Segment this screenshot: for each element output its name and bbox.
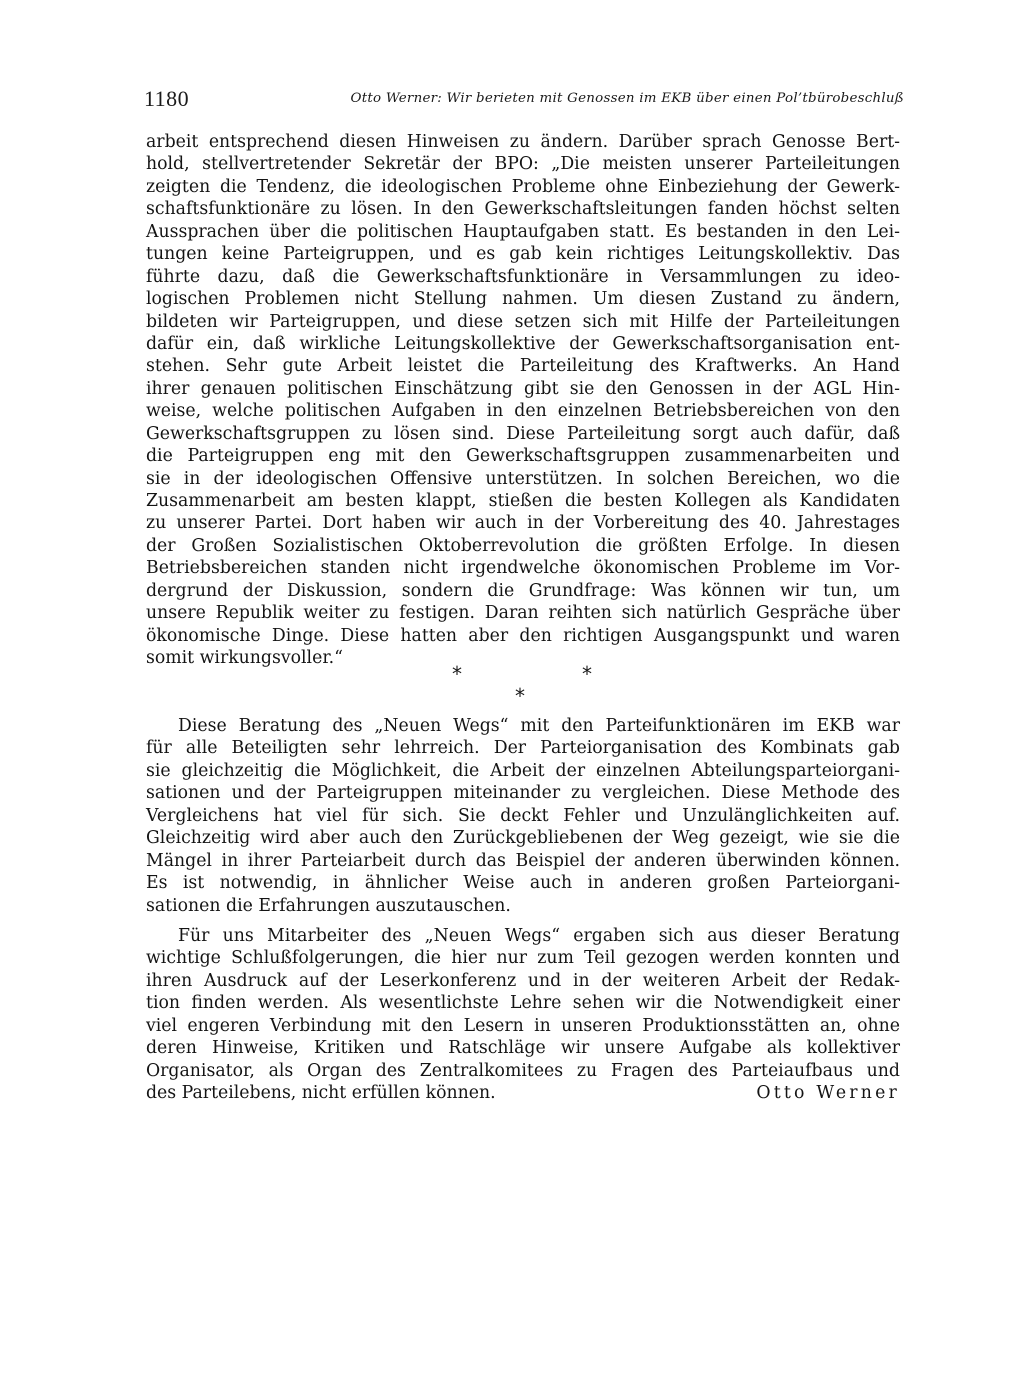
paragraph-2 [146,715,900,917]
text-line: deren Hinweise, Kritiken und Ratschläge wir unsere Aufgabe als kollektiver [146,1038,900,1059]
text-line: Gewerkschaftsgruppen zu lösen sind. Diese Parteileitung sorgt auch dafür, daß [146,423,900,444]
text-line: sie in der ideologischen Offensive unterstützen. In solchen Bereichen, wo die [146,468,900,489]
separator-star: * [515,684,525,708]
text-line: weise, welche politischen Aufgaben in den einzelnen Betriebsbereichen von den [146,401,900,422]
text-line: schaftsfunktionäre zu lösen. In den Gewerkschaftsleitungen fanden höchst selten [146,199,900,220]
text-line: Vergleichens hat viel für sich. Sie deckt Fehler und Unzulänglichkeiten auf. [146,805,900,826]
text-line: bildeten wir Parteigruppen, und diese setzen sich mit Hilfe der Parteileitungen [146,311,900,332]
separator-star: * [452,662,462,686]
text-line: für alle Beteiligten sehr lehrreich. Der Parteiorganisation des Kombinats gab [146,738,900,759]
separator-star: * [582,662,592,686]
text-line: zu unserer Partei. Dort haben wir auch in der Vorbereitung des 40. Jahrestages [146,513,900,534]
text-line: des Parteilebens, nicht erfüllen können. [146,1083,496,1104]
text-line: logischen Problemen nicht Stellung nahmen. Um diesen Zustand zu ändern, [146,289,900,310]
section-separator [146,660,900,710]
text-line: Diese Beratung des „Neuen Wegs“ mit den Parteifunktionären im EKB war [178,716,900,736]
text-line: führte dazu, daß die Gewerkschaftsfunktionäre in Versammlungen zu ideo- [146,266,900,287]
paragraph-3 [146,925,900,1105]
text-line: hold, stellvertretender Sekretär der BPO: „Die meisten unserer Parteileitungen [146,154,900,175]
text-line: sie gleichzeitig die Möglichkeit, die Arbeit der einzelnen Abteilungsparteiorgani- [146,760,900,781]
page-number: 1180 [144,86,190,111]
paragraph-1 [146,131,900,670]
text-line: Gleichzeitig wird aber auch den Zurückgebliebenen der Weg gezeigt, wie sie die [146,828,900,849]
text-line: somit wirkungsvoller.“ [146,648,344,669]
text-line: Aussprachen über die politischen Hauptaufgaben statt. Es bestanden in den Lei- [146,221,900,242]
text-line: zeigten die Tendenz, die ideologischen Probleme ohne Einbeziehung der Gewerk- [146,176,900,197]
text-line: Mängel in ihrer Parteiarbeit durch das Beispiel der anderen überwinden können. [146,850,900,871]
text-line: ihren Ausdruck auf der Leserkonferenz und in der weiteren Arbeit der Redak- [146,970,900,991]
text-line: wichtige Schlußfolgerungen, die hier nur zum Teil gezogen werden konnten und [146,948,900,969]
closing-line [146,1082,900,1104]
text-line: Betriebsbereichen standen nicht irgendwelche ökonomischen Probleme im Vor- [146,558,900,579]
running-title: Otto Werner: Wir berieten mit Genossen im EKB über einen Pol’tbürobeschluß [350,91,904,106]
text-line: die Parteigruppen eng mit den Gewerkschaftsgruppen zusammenarbeiten und [146,446,900,467]
page-header [144,86,904,116]
text-line: viel engeren Verbindung mit den Lesern in unseren Produktionsstätten an, ohne [146,1015,900,1036]
text-line: Für uns Mitarbeiter des „Neuen Wegs“ ergaben sich aus dieser Beratung [178,926,900,946]
text-line: der Großen Sozialistischen Oktoberrevolution die größten Erfolge. In diesen [146,535,900,556]
text-line: ihrer genauen politischen Einschätzung gibt sie den Genossen in der AGL Hin- [146,378,900,399]
text-line: tungen keine Parteigruppen, und es gab kein richtiges Leitungskollektiv. Das [146,244,900,265]
author-signature: Otto Werner [756,1083,900,1104]
text-line: Es ist notwendig, in ähnlicher Weise auch in anderen großen Parteiorgani- [146,873,900,894]
text-line: arbeit entsprechend diesen Hinweisen zu ändern. Darüber sprach Genosse Bert- [146,132,900,152]
text-line: sationen die Erfahrungen auszutauschen. [146,895,511,916]
text-line: dafür ein, daß wirkliche Leitungskollektive der Gewerkschaftsorganisation ent- [146,333,900,354]
text-line: unsere Republik weiter zu festigen. Daran reihten sich natürlich Gespräche über [146,603,900,624]
text-line: sationen und der Parteigruppen miteinander zu vergleichen. Diese Methode des [146,783,900,804]
text-line: dergrund der Diskussion, sondern die Grundfrage: Was können wir tun, um [146,580,900,601]
text-line: ökonomische Dinge. Diese hatten aber den richtigen Ausgangspunkt und waren [146,625,900,646]
text-line: stehen. Sehr gute Arbeit leistet die Parteileitung des Kraftwerks. An Hand [146,356,900,377]
text-line: Zusammenarbeit am besten klappt, stießen die besten Kollegen als Kandidaten [146,491,900,511]
text-line: tion finden werden. Als wesentlichste Lehre sehen wir die Notwendigkeit einer [146,993,900,1014]
text-line: Organisator, als Organ des Zentralkomitees zu Fragen des Parteiaufbaus und [146,1060,900,1081]
